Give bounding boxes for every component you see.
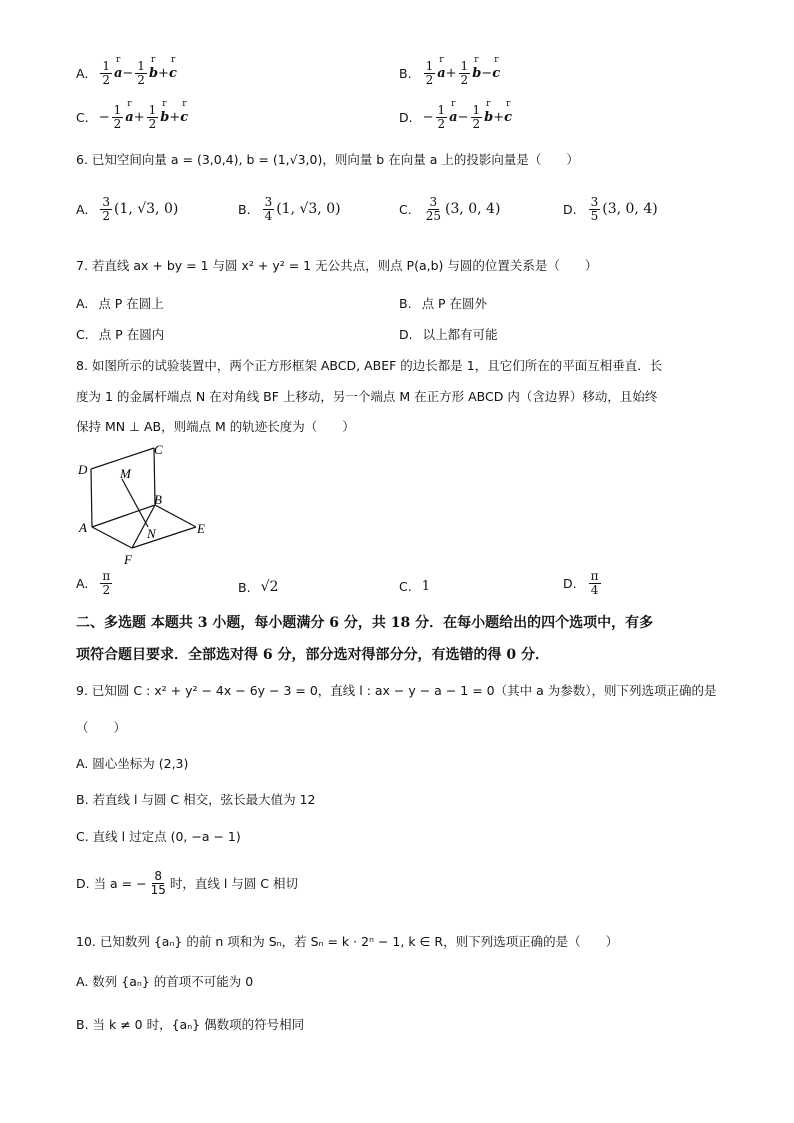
section-header-line1: 二、多选题 本题共 3 小题，每小题满分 6 分，共 18 分．在每小题给出的四个选项中，有多 (76, 615, 654, 631)
q10-option-b: B. 当 k ≠ 0 时，{aₙ} 偶数项的符号相同 (76, 1017, 305, 1032)
denominator: 2 (425, 72, 434, 87)
q10-option-a: A. 数列 {aₙ} 的首项不可能为 0 (76, 974, 254, 989)
operator: + (445, 65, 457, 81)
label-D: D (78, 462, 88, 477)
fraction (589, 570, 601, 596)
denominator: 2 (472, 116, 481, 131)
fraction (100, 570, 112, 596)
q8-stem-line2: 度为 1 的金属杆端点 N 在对角线 BF 上移动，另一个端点 M 在正方形 ABCD 内（含边界）移动，且始终 (76, 389, 658, 404)
numerator: 1 (113, 103, 122, 117)
q8-option-a (76, 570, 114, 596)
label-N: N (147, 526, 156, 541)
fraction (263, 196, 275, 222)
vector-b: r b (149, 66, 158, 81)
rod-MN (122, 479, 148, 527)
option-label: A. (76, 201, 89, 217)
vector-b: r b (160, 110, 169, 125)
numerator: 8 (154, 869, 163, 883)
sign: − (422, 109, 434, 125)
label-E: E (197, 521, 205, 536)
q6-option-a (76, 196, 178, 222)
operator: − (481, 65, 493, 81)
option-text: 时，直线 l 与圆 C 相切 (169, 876, 298, 892)
q5-option-b (399, 60, 500, 86)
q7-stem: 7. 若直线 ax + by = 1 与圆 x² + y² = 1 无公共点，则点 P(a,b) 与圆的位置关系是（ ） (76, 258, 598, 273)
q7-option-c (76, 325, 164, 343)
q9-paren: （ ） (76, 720, 127, 735)
option-text: 点 P 在圆内 (98, 327, 165, 342)
operator: − (457, 109, 469, 125)
operator: + (158, 65, 169, 81)
q5-option-a (76, 60, 177, 86)
q8-stem-line1: 8. 如图所示的试验装置中，两个正方形框架 ABCD, ABEF 的边长都是 1，且它们所在的平面互相垂直．长 (76, 358, 663, 373)
option-text: D. 当 a = − (76, 876, 147, 892)
numerator: π (102, 569, 111, 583)
numerator: 1 (472, 103, 481, 117)
fraction (589, 196, 601, 222)
label-B: B (154, 492, 162, 507)
option-label: B. (399, 295, 412, 311)
fraction (436, 104, 448, 130)
edge-AF (92, 527, 132, 548)
vector-c: r c (504, 110, 512, 125)
option-label: C. (399, 579, 412, 594)
edge-BE (155, 505, 196, 527)
q9-stem: 9. 已知圆 C : x² + y² − 4x − 6y − 3 = 0，直线 l : ax − y − a − 1 = 0（其中 a 为参数），则下列选项正确的是 (76, 683, 717, 698)
denominator: 15 (150, 882, 166, 897)
option-text: √2 (260, 579, 279, 595)
fraction (471, 104, 483, 130)
q7-option-a (76, 294, 164, 312)
option-label: D. (399, 109, 413, 125)
denominator: 2 (148, 116, 157, 131)
q9-option-b: B. 若直线 l 与圆 C 相交，弦长最大值为 12 (76, 792, 316, 807)
option-label: A. (76, 65, 89, 81)
denominator: 2 (113, 116, 122, 131)
vector-c: r c (180, 110, 188, 125)
option-value: (3, 0, 4) (444, 201, 501, 218)
q7-option-d (399, 325, 498, 343)
numerator: 3 (102, 195, 110, 209)
numerator: π (590, 569, 599, 583)
fraction (459, 60, 471, 86)
option-label: D. (563, 201, 577, 217)
option-label: A. (76, 575, 89, 591)
numerator: 3 (429, 195, 438, 209)
numerator: 1 (425, 59, 434, 73)
q7-option-b (399, 294, 487, 312)
denominator: 2 (460, 72, 469, 87)
vector-c: r c (169, 66, 177, 81)
numerator: 1 (102, 59, 110, 73)
q8-option-c (399, 579, 430, 594)
q8-option-d (563, 570, 603, 596)
q9-option-d (76, 870, 298, 896)
option-text: 以上都有可能 (422, 327, 498, 342)
fraction (100, 196, 112, 222)
option-value: (1, √3, 0) (276, 201, 341, 218)
vector-c: r c (492, 66, 500, 81)
fraction (100, 60, 112, 86)
denominator: 2 (137, 72, 145, 87)
fraction (135, 60, 147, 86)
q10-stem: 10. 已知数列 {aₙ} 的前 n 项和为 Sₙ，若 Sₙ = k · 2ⁿ − 1, k ∈ R，则下列选项正确的是（ ） (76, 934, 619, 949)
q5-option-d (399, 104, 512, 130)
operator: − (122, 65, 134, 81)
numerator: 1 (137, 59, 145, 73)
q8-stem-line3: 保持 MN ⊥ AB，则端点 M 的轨迹长度为（ ） (76, 419, 355, 434)
q8-option-b (238, 579, 278, 595)
edge-DA (91, 469, 92, 527)
option-label: C. (76, 109, 89, 125)
q5-option-c (76, 104, 188, 130)
denominator: 4 (590, 582, 599, 597)
label-F: F (124, 552, 132, 567)
numerator: 1 (148, 103, 157, 117)
option-value: (3, 0, 4) (602, 201, 658, 218)
fraction (147, 104, 159, 130)
denominator: 2 (102, 208, 110, 223)
numerator: 1 (437, 103, 446, 117)
q8-figure (74, 438, 224, 568)
numerator: 1 (460, 59, 469, 73)
fraction (149, 870, 168, 896)
vector-b: r b (472, 66, 481, 81)
vector-a: r a (449, 110, 457, 125)
option-label: B. (238, 579, 251, 595)
operator: + (169, 109, 181, 125)
denominator: 2 (437, 116, 446, 131)
option-label: B. (399, 65, 412, 81)
denominator: 5 (590, 208, 599, 223)
fraction (424, 60, 436, 86)
q6-option-b (238, 196, 341, 222)
sign: − (98, 109, 110, 125)
operator: + (493, 109, 505, 125)
option-label: B. (238, 201, 251, 217)
option-label: D. (563, 575, 577, 591)
section-header-line2: 项符合题目要求．全部选对得 6 分，部分选对得部分分，有选错的得 0 分． (76, 647, 549, 663)
option-label: C. (399, 201, 412, 217)
denominator: 2 (102, 72, 110, 87)
numerator: 3 (264, 195, 273, 209)
numerator: 3 (590, 195, 599, 209)
q6-option-c (399, 196, 500, 222)
operator: + (133, 109, 145, 125)
fraction (112, 104, 124, 130)
fraction (424, 196, 443, 222)
option-label: D. (399, 326, 413, 342)
label-M: M (120, 466, 131, 481)
label-A: A (79, 520, 87, 535)
denominator: 25 (425, 208, 441, 223)
option-text: 1 (421, 579, 430, 594)
option-label: A. (76, 295, 89, 311)
option-text: 点 P 在圆外 (421, 296, 488, 311)
option-value: (1, √3, 0) (113, 201, 179, 218)
q6-option-d (563, 196, 658, 222)
vector-a: r a (437, 66, 445, 81)
denominator: 4 (264, 208, 273, 223)
vector-a: r a (125, 110, 133, 125)
label-C: C (154, 442, 163, 457)
vector-b: r b (484, 110, 493, 125)
vector-a: r a (114, 66, 122, 81)
denominator: 2 (102, 582, 111, 597)
q6-stem: 6. 已知空间向量 a = (3,0,4), b = (1,√3,0)，则向量 b 在向量 a 上的投影向量是（ ） (76, 152, 579, 167)
q9-option-c: C. 直线 l 过定点 (0, −a − 1) (76, 829, 241, 844)
option-text: 点 P 在圆上 (98, 296, 164, 311)
option-label: C. (76, 326, 89, 342)
q9-option-a: A. 圆心坐标为 (2,3) (76, 756, 189, 771)
